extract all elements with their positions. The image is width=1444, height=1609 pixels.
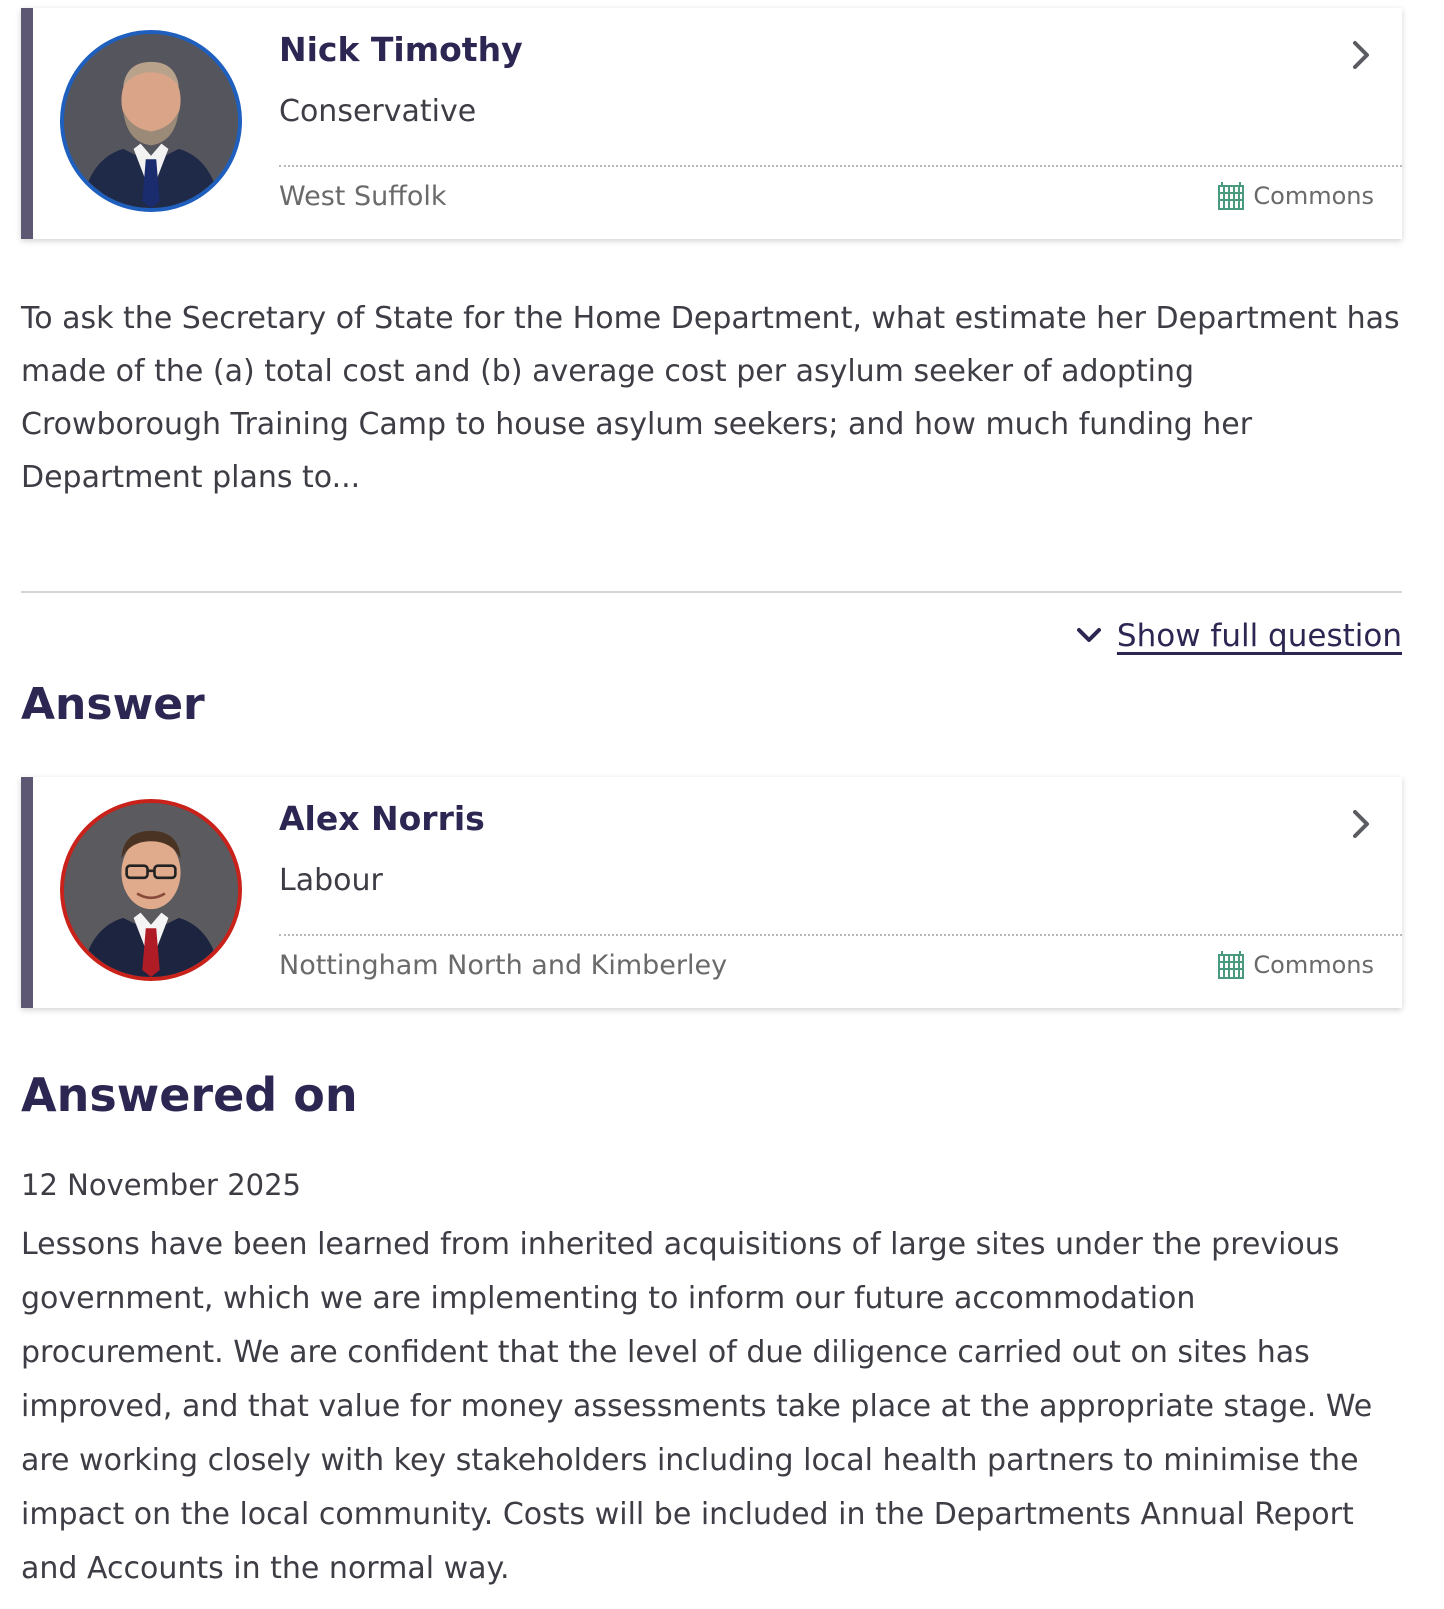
member-card-answered-by[interactable] xyxy=(21,777,1402,1008)
portcullis-icon xyxy=(1217,181,1245,211)
house-name: Commons xyxy=(1253,182,1374,210)
member-party: Labour xyxy=(279,863,383,898)
portcullis-icon xyxy=(1217,950,1245,980)
card-divider xyxy=(279,165,1402,167)
member-constituency: West Suffolk xyxy=(279,181,447,212)
chevron-right-icon[interactable] xyxy=(1348,807,1374,841)
question-text: To ask the Secretary of State for the Home Department, what estimate her Department has made of the (a) total cost and (b) average cost per asylum seeker of adopting Crowborough Training Camp to house asylum seekers; and how much funding her Department plans to... xyxy=(21,301,1400,495)
portrait-image xyxy=(64,34,238,208)
answered-on-heading: Answered on xyxy=(21,1068,358,1122)
house-name: Commons xyxy=(1253,951,1374,979)
card-divider xyxy=(279,934,1402,936)
show-full-question-link[interactable] xyxy=(1075,618,1402,654)
answer-date: 12 November 2025 xyxy=(21,1168,302,1202)
member-constituency: Nottingham North and Kimberley xyxy=(279,950,728,981)
answer-text: Lessons have been learned from inherited acquisitions of large sites under the previous government, which we are implementing to inform our future accommodation procurement. We are confident that the level of due diligence carried out on sites has improved, and that value for money assessments take place at the appropriate stage. We are working closely with key stakeholders including local health partners to minimise the impact on the local community. Costs will be included in the Departments Annual Report and Accounts in the normal way. xyxy=(21,1227,1373,1586)
member-party: Conservative xyxy=(279,94,477,129)
section-divider xyxy=(21,591,1402,593)
chevron-down-icon xyxy=(1075,625,1103,647)
show-full-question-label[interactable]: Show full question xyxy=(1116,618,1402,654)
answer-heading: Answer xyxy=(21,679,205,730)
member-name[interactable]: Nick Timothy xyxy=(279,30,523,69)
house-label xyxy=(1217,950,1374,980)
member-card-asked-by[interactable] xyxy=(21,8,1402,239)
house-label xyxy=(1217,181,1374,211)
member-name[interactable]: Alex Norris xyxy=(279,799,485,838)
chevron-right-icon[interactable] xyxy=(1348,38,1374,72)
member-avatar xyxy=(60,30,242,212)
member-avatar xyxy=(60,799,242,981)
portrait-image xyxy=(64,803,238,977)
